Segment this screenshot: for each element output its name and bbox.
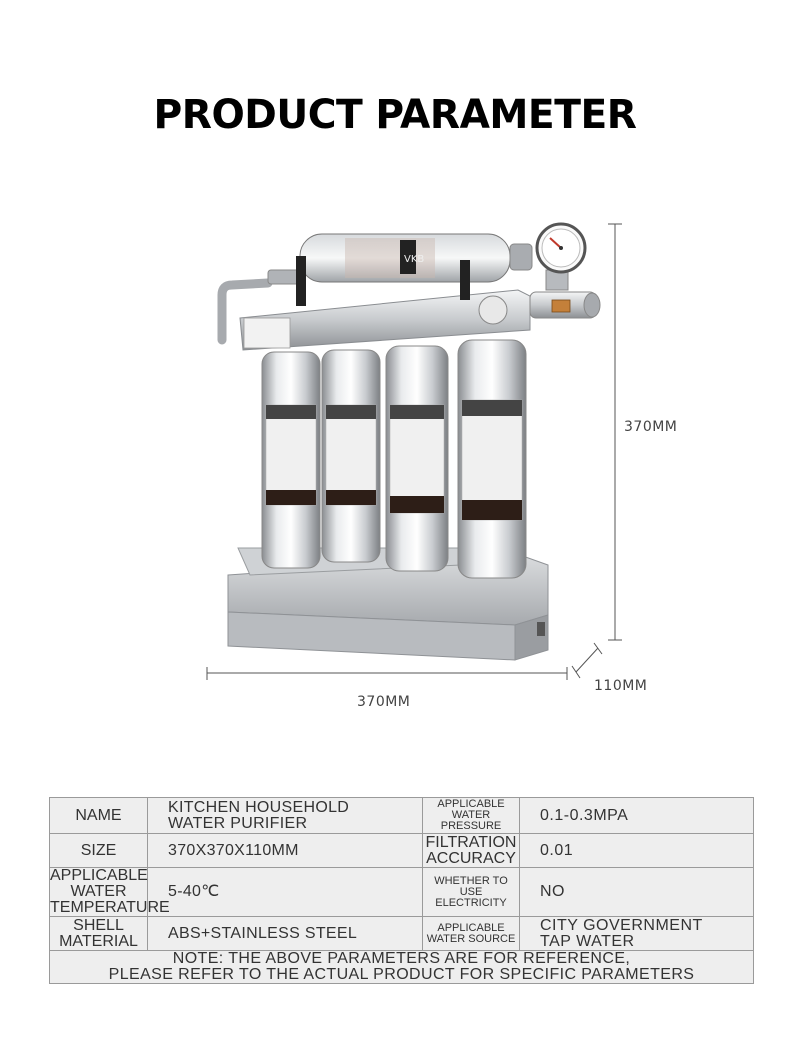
table-row <box>50 798 754 834</box>
height-dimension-label: 370MM <box>624 419 678 435</box>
key-water-pressure: APPLICABLE WATER PRESSURE <box>423 798 520 834</box>
table-row <box>50 834 754 868</box>
cartridge-3 <box>386 346 448 571</box>
cartridge-1 <box>262 352 320 568</box>
key-name: NAME <box>50 798 148 834</box>
value-water-temperature: 5-40℃ <box>148 868 423 917</box>
key-shell-material: SHELL MATERIAL <box>50 917 148 951</box>
depth-dimension-label: 110MM <box>594 678 648 694</box>
value-water-source: CITY GOVERNMENT TAP WATER <box>520 917 754 951</box>
pressure-gauge-icon <box>530 224 600 318</box>
filter-label-text: VKB <box>404 254 425 265</box>
key-water-temperature: APPLICABLE WATER TEMPERATURE <box>50 867 170 916</box>
filter-cartridges <box>262 340 526 578</box>
parameter-table <box>49 797 754 984</box>
key-filtration-accuracy: FILTRATION ACCURACY <box>423 834 520 868</box>
value-size: 370X370X110MM <box>148 834 423 868</box>
cartridge-2 <box>322 350 380 562</box>
depth-dimension-line <box>572 643 602 678</box>
table-row <box>50 917 754 951</box>
table-row <box>50 868 754 917</box>
value-name: KITCHEN HOUSEHOLD WATER PURIFIER <box>148 798 423 834</box>
table-row <box>50 951 754 984</box>
width-dimension-label: 370MM <box>357 694 411 710</box>
cartridge-4 <box>458 340 526 578</box>
value-use-electricity: NO <box>520 868 754 917</box>
value-water-pressure: 0.1-0.3MPA <box>520 798 754 834</box>
key-size: SIZE <box>50 834 148 868</box>
value-shell-material: ABS+STAINLESS STEEL <box>148 917 423 951</box>
page-title: PRODUCT PARAMETER <box>153 92 637 138</box>
height-dimension-line <box>608 224 622 640</box>
key-water-source: APPLICABLE WATER SOURCE <box>423 917 520 951</box>
width-dimension-line <box>207 667 567 680</box>
value-filtration-accuracy: 0.01 <box>520 834 754 868</box>
key-use-electricity: WHETHER TO USE ELECTRICITY <box>423 868 520 917</box>
note-text: NOTE: THE ABOVE PARAMETERS ARE FOR REFERENCE, PLEASE REFER TO THE ACTUAL PRODUCT FOR SPECIFIC PARAMETERS <box>50 951 754 984</box>
